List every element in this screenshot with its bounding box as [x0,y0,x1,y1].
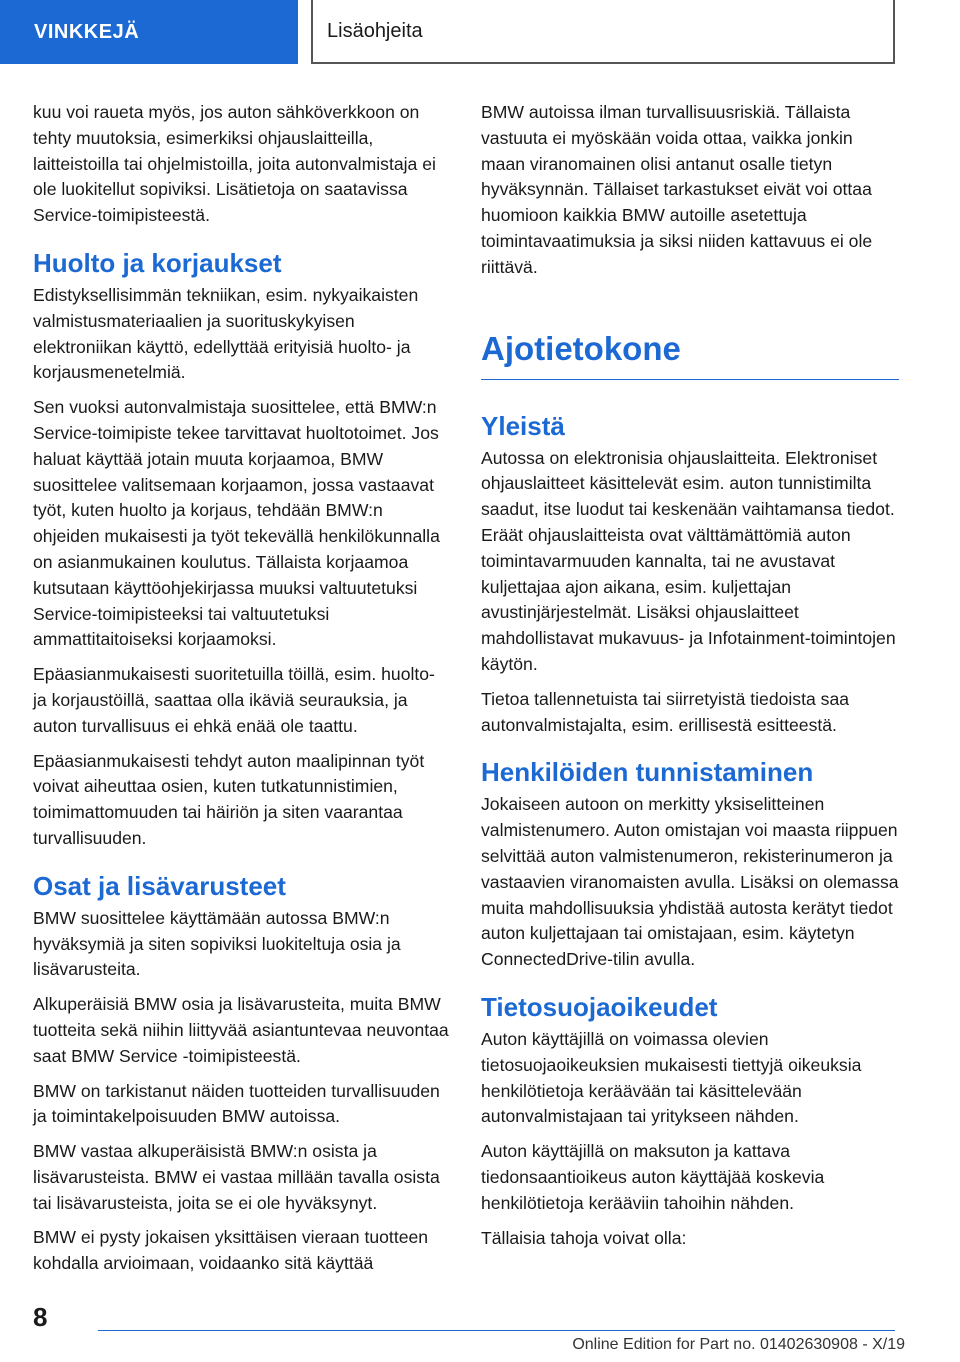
heading-osat: Osat ja lisävarusteet [33,870,286,901]
paragraph-huolto-2: Sen vuoksi autonvalmistaja suosittelee, että BMW:n Service-toimipiste tekee tarvittavat huoltotoimet. Jos haluat käyttää jotain muuta korjaamoa, BMW suosittelee valitsemaan korjaamon, jossa vastaavat työt, kuten huolto ja korjaus, tehdään BMW:n ohjeiden mukaisesti ja työt tekevällä henkilökunnalla on asianmukainen koulutus. Tällaista korjaamoa kutsutaan käyttöohjekirjassa muuksi valtuutetuksi Service-toimipisteeksi tai valtuutetuksi ammattitaitoiseksi korjaamoksi. [33,397,440,650]
paragraph-osat-3: BMW on tarkistanut näiden tuotteiden turvallisuuden ja toimintakelpoisuuden BMW autoissa. [33,1080,440,1127]
paragraph-tietosuoja-3: Tällaisia tahoja voivat olla: [481,1227,687,1248]
paragraph-osat-1: BMW suosittelee käyttämään autossa BMW:n hyväksymiä ja siten sopiviksi luokiteltuja osia ja lisävarusteita. [33,907,401,980]
page-header [0,0,960,68]
page-number: 8 [33,1302,48,1332]
chapter-title: Lisäohjeita [311,0,895,64]
left-column [33,100,451,1286]
paragraph-henkiloiden: Jokaiseen autoon on merkitty yksiselitteinen valmistenumero. Auton omistajan voi maasta riippuen selvittää auton valmistenumeron, rekisterinumeron ja vastaavien viranomaisten avulla. Lisäksi on olemassa muita mahdollisuuksia yhdistää autosta kerätyt tiedot auton kuljettajaan tai omistajaan, esim. käytetyn ConnectedDrive-tilin avulla. [481,794,899,970]
paragraph-osat-4: BMW vastaa alkuperäisistä BMW:n osista ja lisävarusteista. BMW ei vastaa millään tavalla osista tai lisävarusteista, joita se ei ole hyväksynyt. [33,1141,440,1213]
paragraph-intro: kuu voi raueta myös, jos auton sähköverkkoon on tehty muutoksia, esimerkiksi ohjauslaitteilla, laitteistoilla tai ohjelmistoilla, joita autonvalmistaja ei ole luokitellut sopiviksi. Lisätietoja on saatavissa Service-toimipisteestä. [33,102,436,226]
paragraph-tietosuoja-1: Auton käyttäjillä on voimassa olevien tietosuojaoikeuksien mukaisesti tiettyjä oikeuksia henkilötietoja keräävään tai käsittelevään autonvalmistajaan tai yritykseen nähden. [481,1028,862,1127]
paragraph-osat-2: Alkuperäisiä BMW osia ja lisävarusteita, muita BMW tuotteita sekä niihin liittyvää asiantuntevaa neuvontaa saat BMW Service -toimipisteestä. [33,994,449,1066]
heading-tietosuojaoikeudet: Tietosuojaoikeudet [481,991,718,1022]
paragraph-tietosuoja-2: Auton käyttäjillä on maksuton ja kattava tiedonsaantioikeus auton käyttäjää koskevia henkilötietoja kerääviin tahoihin nähden. [481,1141,825,1213]
paragraph-huolto-4: Epäasianmukaisesti tehdyt auton maalipinnan työt voivat aiheuttaa osien, kuten tutkatunnistimien, toimimattomuuden tai häiriön ja siten vaarantaa turvallisuuden. [33,750,425,848]
heading-huolto: Huolto ja korjaukset [33,247,282,278]
paragraph-huolto-3: Epäasianmukaisesti suoritetuilla töillä, esim. huolto- ja korjaustöillä, saattaa olla ikäviä seurauksia, ja auton turvallisuus ei ehkä enää ole taattu. [33,664,435,736]
heading-yleista: Yleistä [481,410,565,441]
heading-henkiloiden-tunnistaminen: Henkilöiden tunnistaminen [481,757,814,788]
paragraph-osat-5: BMW ei pysty jokaisen yksittäisen vieraan tuotteen kohdalla arvioimaan, voidaanko sitä käyttää [33,1227,429,1274]
paragraph-continued: BMW autoissa ilman turvallisuusriskiä. Tällaista vastuuta ei myöskään voida ottaa, vaikka jonkin maan viranomainen olisi antanut osalle tietyn hyväksynnän. Tällaiset tarkastukset eivät voi ottaa huomioon kaikkia BMW autoille asetettuja toimintavaatimuksia ja siksi niiden kattavuus ei ole riittävä. [481,102,873,277]
heading-ajotietokone: Ajotietokone [481,329,899,380]
section-tab: VINKKEJÄ [0,0,298,64]
paragraph-yleista-1: Autossa on elektronisia ohjauslaitteita. Elektroniset ohjauslaitteet käsittelevät esim. auton tunnistimilta saadut, itse luodut tai keskenään vaihtamansa tiedot. Eräät ohjauslaitteista ovat välttämättömiä auton toimintavarmuuden kannalta, tai ne avustavat kuljettajaa ajon aikana, esim. kuljettajan avustinjärjestelmät. Lisäksi ohjauslaitteet mahdollistavat mukavuus- ja Infotainment-toimintojen käytön. [481,447,896,674]
paragraph-huolto-1: Edistyksellisimmän tekniikan, esim. nykyaikaisten valmistusmateriaalien ja suorituskykyisen elektroniikan käyttö, edellyttää erityisiä huolto- ja korjausmenetelmiä. [33,284,419,383]
right-column [481,100,899,1260]
footer-edition-text: Online Edition for Part no. 01402630908 - X/19 [572,1336,905,1353]
footer-divider [98,1330,895,1331]
paragraph-yleista-2: Tietoa tallennetuista tai siirretyistä tiedoista saa autonvalmistajalta, esim. erillisestä esitteestä. [481,688,850,735]
